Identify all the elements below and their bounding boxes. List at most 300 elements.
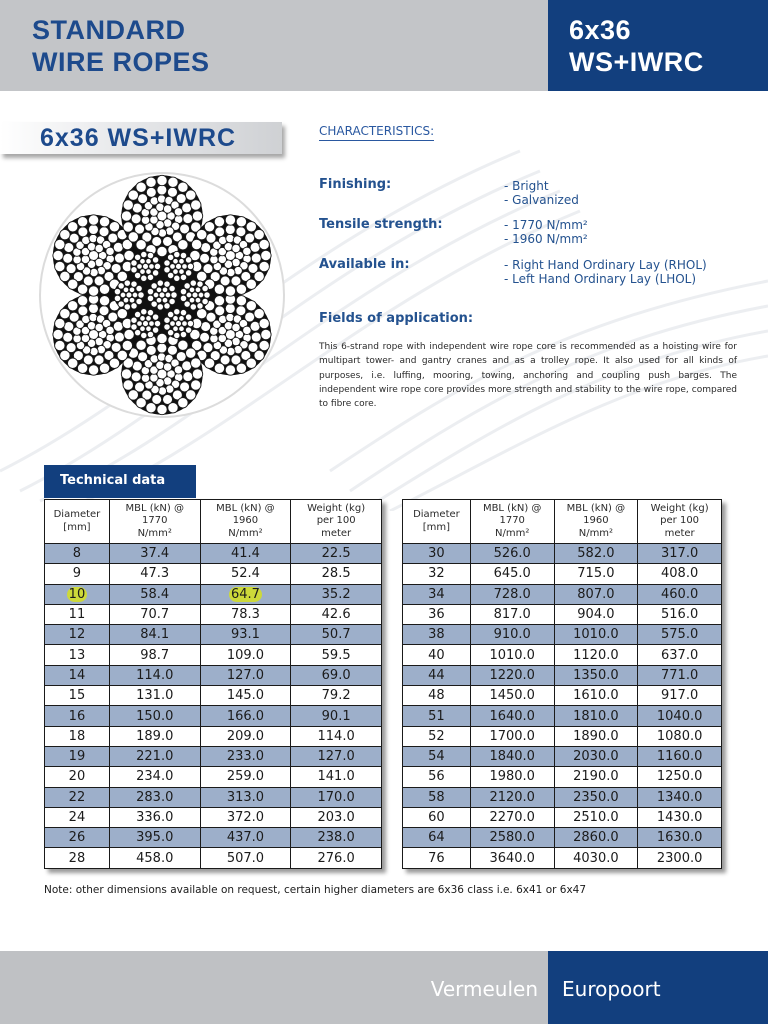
outer-strand-wire	[88, 225, 98, 235]
footer-left-panel	[0, 951, 548, 1024]
cell-mbl-1770	[109, 706, 200, 726]
cell-mbl-1770	[109, 645, 200, 665]
cell-weight	[638, 787, 722, 807]
iwrc-strand-wire	[114, 288, 120, 294]
product-title-tab	[0, 122, 282, 154]
table-row	[45, 584, 382, 604]
cell-value: 817.0	[493, 607, 531, 623]
cell-weight	[638, 544, 722, 564]
cell-weight	[638, 828, 722, 848]
table-row	[403, 807, 722, 827]
cell-value: 221.0	[136, 749, 174, 765]
outer-strand-wire	[68, 301, 78, 311]
cell-value: 2030.0	[573, 749, 619, 765]
cell-value: 38	[428, 627, 445, 643]
outer-strand-wire	[227, 347, 235, 355]
outer-strand-wire	[186, 348, 196, 358]
iwrc-strand-wire	[114, 295, 120, 301]
iwrc-strand-wire	[185, 257, 191, 263]
column-header-mbl-1960	[200, 500, 291, 544]
outer-strand-wire	[254, 308, 264, 318]
outer-strand-wire	[236, 284, 246, 294]
cell-mbl-1960	[200, 767, 291, 787]
header-line: meter	[664, 527, 695, 539]
cell-value: 1980.0	[489, 769, 535, 785]
core-strand-wire	[151, 301, 157, 307]
product-title: 6x36 WS+IWRC	[40, 124, 237, 152]
cell-value: 30	[428, 546, 445, 562]
outer-strand-wire	[259, 261, 269, 271]
cell-value: 460.0	[661, 586, 699, 602]
cell-mbl-1960	[200, 564, 291, 584]
cell-value: 79.2	[321, 688, 351, 704]
iwrc-strand-wire	[146, 258, 152, 264]
outer-strand-wire	[206, 312, 216, 322]
cell-mbl-1960	[554, 604, 638, 624]
iwrc-strand-wire	[195, 287, 201, 293]
available-in-label: Available in:	[319, 257, 410, 272]
cell-weight	[291, 625, 382, 645]
outer-strand-wire	[55, 261, 65, 271]
table-row	[403, 665, 722, 685]
outer-strand-wire	[196, 271, 206, 281]
cell-value: 47.3	[140, 566, 170, 582]
iwrc-strand-wire	[180, 295, 186, 301]
cell-value: 516.0	[661, 607, 699, 623]
core-strand-wire	[157, 280, 163, 286]
header-line: [mm]	[63, 521, 91, 533]
outer-strand-wire	[254, 350, 264, 360]
cell-value: 2510.0	[573, 810, 619, 825]
cell-weight	[638, 686, 722, 706]
column-header-weight	[291, 500, 382, 544]
cell-value: 2860.0	[573, 830, 619, 846]
cell-mbl-1960	[200, 848, 291, 868]
cell-value: 507.0	[226, 850, 265, 866]
table-header-row	[403, 500, 722, 544]
cell-value: 51	[428, 708, 445, 724]
header-line: MBL (kN) @	[216, 502, 275, 514]
cell-value: 728.0	[493, 586, 531, 602]
outer-strand-wire	[53, 250, 63, 260]
iwrc-strand-wire	[164, 267, 170, 273]
cell-mbl-1960	[554, 665, 638, 685]
cell-diameter	[45, 706, 110, 726]
outer-strand-wire	[261, 329, 271, 339]
outer-strand-wire	[163, 377, 171, 385]
outer-strand-wire	[254, 271, 264, 281]
table-header-row	[45, 500, 382, 544]
cell-value: 1120.0	[573, 647, 619, 663]
cell-mbl-1770	[109, 787, 200, 807]
outer-strand-wire	[176, 194, 186, 204]
cell-value: 42.6	[321, 607, 351, 623]
cell-mbl-1770	[470, 767, 554, 787]
tensile-value: - 1770 N/mm²	[504, 218, 588, 232]
cell-weight	[291, 706, 382, 726]
iwrc-strand-wire	[167, 311, 173, 317]
outer-strand-wire	[114, 253, 124, 263]
outer-strand-wire	[63, 332, 73, 342]
outer-strand-wire	[69, 312, 79, 322]
cell-mbl-1770	[470, 787, 554, 807]
cell-diameter	[403, 706, 471, 726]
header-line: Diameter	[413, 509, 460, 520]
core-strand-wire	[151, 283, 157, 289]
cell-value: 141.0	[317, 769, 355, 785]
cell-diameter	[403, 746, 471, 766]
outer-strand-wire	[88, 286, 98, 296]
column-header-mbl-1770	[470, 500, 554, 544]
cell-value: 1810.0	[573, 708, 619, 724]
cell-value: 1040.0	[656, 708, 703, 724]
cell-mbl-1770	[470, 625, 554, 645]
core-strand-wire	[169, 285, 175, 291]
table-row	[45, 746, 382, 766]
cell-value: 209.0	[226, 728, 265, 744]
cell-weight	[638, 645, 722, 665]
cell-value: 575.0	[661, 627, 699, 643]
iwrc-strand-wire	[182, 264, 188, 270]
outer-strand-wire	[251, 253, 261, 263]
table-row	[45, 828, 382, 848]
cell-diameter	[403, 564, 471, 584]
cell-mbl-1770	[470, 828, 554, 848]
outer-strand-wire	[136, 182, 146, 192]
outer-strand-wire	[99, 296, 109, 306]
outer-strand-wire	[89, 234, 97, 242]
outer-strand-wire	[261, 250, 271, 260]
cell-value: 1890.0	[573, 728, 619, 744]
iwrc-strand-wire	[134, 272, 140, 278]
cell-value: 170.0	[317, 789, 355, 805]
header-line: per 100	[316, 515, 356, 527]
outer-strand-wire	[236, 363, 246, 373]
outer-strand-wire	[158, 229, 166, 237]
cell-diameter	[45, 625, 110, 645]
cell-mbl-1960	[200, 746, 291, 766]
cell-value: 60	[428, 810, 445, 825]
outer-strand-wire	[136, 340, 146, 350]
outer-strand-wire	[215, 306, 225, 316]
outer-strand-wire	[226, 313, 234, 321]
outer-strand-wire	[192, 369, 202, 379]
cell-value: 52	[428, 728, 445, 744]
cell-value: 1430.0	[656, 810, 703, 825]
iwrc-strand-wire	[131, 267, 137, 273]
cell-diameter	[403, 726, 471, 746]
cell-value: 1610.0	[573, 688, 619, 704]
cell-value: 1700.0	[489, 728, 535, 744]
table-row	[45, 665, 382, 685]
cell-mbl-1770	[109, 767, 200, 787]
outer-strand-wire	[78, 227, 88, 237]
finishing-value: - Galvanized	[504, 193, 579, 207]
iwrc-strand-wire	[124, 280, 130, 286]
outer-strand-wire	[225, 365, 235, 375]
cell-value: 11	[68, 607, 86, 623]
outer-strand-wire	[68, 279, 78, 289]
cell-mbl-1770	[109, 828, 200, 848]
cell-weight	[638, 604, 722, 624]
cell-value: 1220.0	[489, 667, 535, 683]
outer-strand-wire	[254, 229, 264, 239]
cell-mbl-1960	[200, 828, 291, 848]
outer-strand-wire	[168, 177, 178, 187]
cell-value: 276.0	[317, 850, 355, 866]
outer-strand-wire	[146, 345, 156, 355]
core-strand-wire	[147, 295, 153, 301]
iwrc-strand-wire	[174, 251, 180, 257]
iwrc-strand-wire	[179, 269, 185, 275]
outer-strand-wire	[121, 369, 131, 379]
outer-strand-wire	[214, 296, 224, 306]
outer-strand-wire	[60, 308, 70, 318]
cell-value: 98.7	[140, 647, 170, 663]
outer-strand-wire	[90, 347, 98, 355]
outer-strand-wire	[226, 234, 234, 242]
cell-diameter	[403, 828, 471, 848]
cell-value: 58.4	[140, 586, 170, 602]
cell-weight	[291, 645, 382, 665]
outer-strand-wire	[259, 239, 269, 249]
cell-value: 372.0	[226, 810, 265, 825]
iwrc-strand-wire	[134, 254, 140, 260]
header-line: Weight (kg)	[307, 502, 366, 514]
table-row	[403, 706, 722, 726]
outer-strand-wire	[186, 190, 196, 200]
cell-diameter	[45, 544, 110, 564]
header-line: per 100	[660, 515, 700, 527]
cell-value: 131.0	[136, 688, 174, 704]
iwrc-strand-wire	[129, 287, 135, 293]
header-right-panel	[548, 0, 768, 91]
outer-strand-wire	[117, 350, 127, 360]
cell-value: 807.0	[577, 586, 615, 602]
cell-weight	[638, 665, 722, 685]
header-line: 1960	[583, 515, 609, 527]
cell-weight	[638, 767, 722, 787]
table-row	[403, 767, 722, 787]
outer-strand-wire	[214, 217, 224, 227]
iwrc-strand-wire	[120, 292, 126, 298]
column-header-mbl-1770	[109, 500, 200, 544]
table-row	[403, 848, 722, 868]
cell-value: 4030.0	[573, 850, 619, 866]
outer-strand-wire	[158, 387, 166, 395]
cell-value: 14	[68, 667, 86, 683]
cell-value: 52.4	[230, 566, 260, 582]
column-header-weight	[638, 500, 722, 544]
cell-diameter	[45, 665, 110, 685]
iwrc-strand-wire	[131, 317, 137, 323]
cell-value: 37.4	[140, 546, 170, 562]
iwrc-strand-wire	[186, 292, 192, 298]
iwrc-strand-wire	[180, 274, 186, 280]
header-left-title-line2: WIRE ROPES	[32, 47, 210, 77]
cell-diameter	[45, 726, 110, 746]
table-row	[45, 645, 382, 665]
outer-strand-wire	[204, 222, 214, 232]
cell-mbl-1960	[200, 645, 291, 665]
cell-mbl-1960	[554, 767, 638, 787]
table-row	[403, 828, 722, 848]
iwrc-strand-wire	[185, 314, 191, 320]
core-strand-wire	[164, 303, 170, 309]
cell-mbl-1960	[554, 625, 638, 645]
cell-value: 1350.0	[573, 667, 619, 683]
iwrc-strand-wire	[174, 275, 180, 281]
iwrc-strand-wire	[141, 332, 147, 338]
available-in-values	[504, 258, 707, 286]
iwrc-strand-wire	[129, 297, 135, 303]
cell-value: 1010.0	[489, 647, 535, 663]
cell-value: 28	[68, 850, 86, 866]
iwrc-strand-wire	[204, 292, 210, 298]
cell-weight	[638, 564, 722, 584]
cell-diameter	[45, 564, 110, 584]
header-line: 1770	[499, 515, 525, 527]
header-left-panel	[0, 0, 548, 91]
cell-diameter	[403, 686, 471, 706]
cell-value: 238.0	[317, 830, 355, 846]
iwrc-strand-wire	[132, 292, 138, 298]
cell-mbl-1770	[109, 625, 200, 645]
core-strand-wire	[165, 292, 171, 298]
iwrc-strand-wire	[197, 303, 203, 309]
table-row	[403, 584, 722, 604]
iwrc-strand-wire	[182, 321, 188, 327]
cell-value: 145.0	[226, 688, 265, 704]
outer-strand-wire	[99, 306, 109, 316]
iwrc-strand-wire	[170, 321, 176, 327]
iwrc-strand-wire	[170, 264, 176, 270]
cell-weight	[291, 726, 382, 746]
cell-value: 76	[428, 850, 445, 866]
outer-strand-wire	[146, 403, 156, 413]
outer-strand-wire	[163, 219, 171, 227]
cell-mbl-1960	[554, 544, 638, 564]
outer-strand-wire	[68, 358, 78, 368]
outer-strand-wire	[77, 363, 87, 373]
outer-strand-wire	[99, 363, 109, 373]
cell-value: 637.0	[661, 647, 699, 663]
outer-strand-wire	[138, 352, 148, 362]
outer-strand-wire	[77, 217, 87, 227]
cell-value: 114.0	[136, 667, 174, 683]
outer-strand-wire	[214, 284, 224, 294]
iwrc-strand-wire	[154, 263, 160, 269]
iwrc-strand-wire	[146, 316, 152, 322]
iwrc-strand-wire	[167, 272, 173, 278]
cell-mbl-1960	[554, 584, 638, 604]
cell-diameter	[45, 584, 110, 604]
table-row	[403, 604, 722, 624]
outer-strand-wire	[245, 312, 255, 322]
outer-strand-wire	[88, 304, 98, 314]
cell-weight	[291, 604, 382, 624]
iwrc-strand-wire	[164, 317, 170, 323]
technical-data-tab	[44, 465, 196, 498]
outer-strand-wire	[108, 233, 118, 243]
iwrc-strand-wire	[146, 269, 152, 275]
outer-strand-wire	[136, 398, 146, 408]
cell-value: 84.1	[140, 627, 170, 643]
outer-strand-wire	[146, 187, 156, 197]
cell-weight	[291, 686, 382, 706]
header-line: meter	[321, 527, 352, 539]
outer-strand-wire	[60, 350, 70, 360]
table-row	[45, 604, 382, 624]
table-row	[403, 645, 722, 665]
outer-strand-wire	[90, 268, 98, 276]
outer-strand-wire	[109, 358, 119, 368]
cell-value: 40	[428, 647, 445, 663]
iwrc-strand-wire	[118, 283, 124, 289]
outer-strand-wire	[178, 398, 188, 408]
cell-weight	[291, 767, 382, 787]
table-row	[45, 544, 382, 564]
rope-cross-section-image	[36, 172, 288, 418]
outer-strand-wire	[200, 332, 210, 342]
iwrc-strand-wire	[131, 324, 137, 330]
cell-value: 22.5	[321, 546, 351, 562]
cell-value: 20	[68, 769, 86, 785]
cell-value: 24	[68, 810, 86, 825]
cell-mbl-1770	[470, 665, 554, 685]
core-strand-wire	[162, 287, 168, 293]
header-line: [mm]	[422, 521, 451, 533]
fields-of-application-text: This 6-strand rope with independent wire rope core is recommended as a hoisting wire for multipart tower- and gantry cranes and as a trolley rope. It also used for all kinds of purposes, i.e. luffing, mooring, towing, anchoring and coupling push barges. The independent wire rope core provides more strength and stability to the wire rope, compared to fibre core.	[319, 342, 737, 410]
cell-value: 283.0	[136, 789, 174, 805]
cell-value: 58	[428, 789, 445, 805]
cell-value: 437.0	[226, 830, 265, 846]
cell-weight	[291, 584, 382, 604]
outer-strand-wire	[53, 329, 63, 339]
iwrc-strand-wire	[164, 324, 170, 330]
header-line: MBL (kN) @	[482, 502, 542, 514]
iwrc-strand-wire	[187, 320, 193, 326]
cell-mbl-1960	[200, 584, 291, 604]
outer-strand-wire	[259, 318, 269, 328]
outer-strand-wire	[178, 240, 188, 250]
cell-value: 189.0	[136, 728, 174, 744]
core-strand-wire	[162, 297, 168, 303]
cell-value: 127.0	[226, 667, 265, 683]
outer-strand-wire	[146, 177, 156, 187]
cell-mbl-1960	[554, 726, 638, 746]
outer-strand-wire	[246, 358, 256, 368]
cell-value: 582.0	[577, 546, 615, 562]
header-line: 1960	[232, 515, 259, 527]
outer-strand-wire	[236, 227, 246, 237]
iwrc-strand-wire	[174, 332, 180, 338]
cell-mbl-1770	[109, 564, 200, 584]
outer-strand-wire	[157, 185, 167, 195]
cell-value: 16	[68, 708, 86, 724]
outer-strand-wire	[246, 301, 256, 311]
cell-weight	[638, 625, 722, 645]
outer-strand-wire	[128, 390, 138, 400]
header-line: 1770	[142, 515, 168, 527]
outer-strand-wire	[89, 313, 97, 321]
cell-weight	[291, 848, 382, 868]
cell-mbl-1960	[200, 665, 291, 685]
cell-value: 109.0	[226, 647, 265, 663]
outer-strand-wire	[88, 365, 98, 375]
header-line: N/mm²	[228, 527, 263, 539]
finishing-values	[504, 179, 579, 207]
